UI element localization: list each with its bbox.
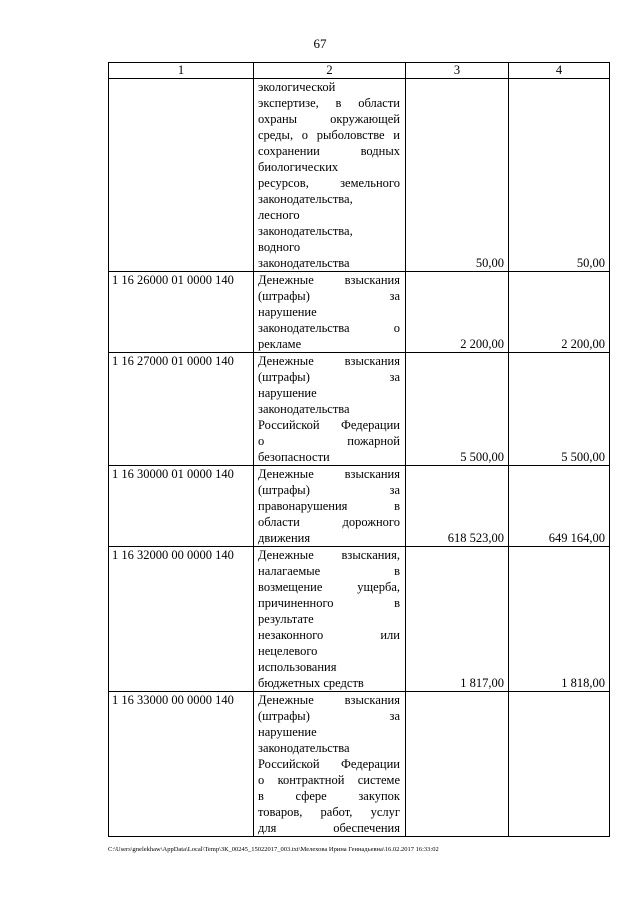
table-row bbox=[109, 272, 610, 353]
table-header-row bbox=[109, 63, 610, 79]
file-path-footer: C:\Users\gnelekhaw\AppData\Local\Temp\ЗК_00245_15022017_003.txt\Мелехова Ирина Геннадьевна\16.02.2017 16:33:02 bbox=[108, 846, 439, 853]
description-line: Денежные взыскания bbox=[258, 273, 400, 287]
amount-cell-col3: 1 817,00 bbox=[406, 547, 509, 692]
description-line: лесного bbox=[258, 208, 300, 222]
description-line: для обеспечения bbox=[258, 821, 400, 835]
description-cell bbox=[254, 466, 406, 547]
budget-code-cell: 1 16 32000 00 0000 140 bbox=[109, 547, 254, 692]
description-cell bbox=[254, 547, 406, 692]
column-header-3: 3 bbox=[406, 63, 509, 79]
description-line: экспертизе, в области bbox=[258, 96, 400, 110]
budget-code-cell bbox=[109, 79, 254, 272]
description-line: законодательства, bbox=[258, 224, 353, 238]
amount-cell-col4: 5 500,00 bbox=[509, 353, 610, 466]
amount-cell-col4: 2 200,00 bbox=[509, 272, 610, 353]
description-line: о пожарной bbox=[258, 434, 400, 448]
amount-cell-col4: 50,00 bbox=[509, 79, 610, 272]
description-line: нецелевого bbox=[258, 644, 318, 658]
description-line: законодательства, bbox=[258, 192, 353, 206]
amount-cell-col4 bbox=[509, 692, 610, 837]
description-line: нарушение bbox=[258, 725, 317, 739]
description-line: движения bbox=[258, 531, 311, 545]
description-line: биологических bbox=[258, 160, 339, 174]
description-line: среды, о рыболовстве и bbox=[258, 128, 400, 142]
table-row bbox=[109, 692, 610, 837]
amount-cell-col4: 649 164,00 bbox=[509, 466, 610, 547]
description-line: (штрафы) за bbox=[258, 483, 400, 497]
column-header-1: 1 bbox=[109, 63, 254, 79]
description-line: причиненного в bbox=[258, 596, 400, 610]
description-line: Денежные взыскания, bbox=[258, 548, 400, 562]
amount-cell-col4: 1 818,00 bbox=[509, 547, 610, 692]
description-line: безопасности bbox=[258, 450, 330, 464]
amount-cell-col3 bbox=[406, 692, 509, 837]
description-line: в сфере закупок bbox=[258, 789, 400, 803]
table-row bbox=[109, 353, 610, 466]
description-line: использования bbox=[258, 660, 337, 674]
description-cell bbox=[254, 353, 406, 466]
description-line: сохранении водных bbox=[258, 144, 400, 158]
column-header-4: 4 bbox=[509, 63, 610, 79]
description-line: нарушение bbox=[258, 305, 317, 319]
amount-cell-col3: 5 500,00 bbox=[406, 353, 509, 466]
table-row bbox=[109, 79, 610, 272]
description-line: законодательства bbox=[258, 402, 350, 416]
description-line: рекламе bbox=[258, 337, 302, 351]
description-line: законодательства о bbox=[258, 321, 400, 335]
description-line: бюджетных средств bbox=[258, 676, 364, 690]
description-line: правонарушения в bbox=[258, 499, 400, 513]
description-line: Российской Федерации bbox=[258, 418, 400, 432]
description-line: налагаемые в bbox=[258, 564, 400, 578]
description-line: Денежные взыскания bbox=[258, 467, 400, 481]
description-line: незаконного или bbox=[258, 628, 400, 642]
description-line: нарушение bbox=[258, 386, 317, 400]
budget-code-cell: 1 16 30000 01 0000 140 bbox=[109, 466, 254, 547]
description-line: законодательства bbox=[258, 741, 350, 755]
description-line: возмещение ущерба, bbox=[258, 580, 400, 594]
table-row bbox=[109, 466, 610, 547]
description-line: товаров, работ, услуг bbox=[258, 805, 400, 819]
description-cell bbox=[254, 79, 406, 272]
description-line: области дорожного bbox=[258, 515, 400, 529]
amount-cell-col3: 50,00 bbox=[406, 79, 509, 272]
description-line: законодательства bbox=[258, 256, 350, 270]
description-line: (штрафы) за bbox=[258, 289, 400, 303]
budget-code-cell: 1 16 33000 00 0000 140 bbox=[109, 692, 254, 837]
description-cell bbox=[254, 272, 406, 353]
description-line: Денежные взыскания bbox=[258, 354, 400, 368]
budget-code-cell: 1 16 27000 01 0000 140 bbox=[109, 353, 254, 466]
description-line: ресурсов, земельного bbox=[258, 176, 400, 190]
description-line: (штрафы) за bbox=[258, 709, 400, 723]
description-line: охраны окружающей bbox=[258, 112, 400, 126]
description-line: водного bbox=[258, 240, 301, 254]
amount-cell-col3: 618 523,00 bbox=[406, 466, 509, 547]
description-line: экологической bbox=[258, 80, 336, 94]
description-line: о контрактной системе bbox=[258, 773, 400, 787]
budget-table bbox=[108, 62, 610, 837]
description-line: результате bbox=[258, 612, 314, 626]
description-line: Денежные взыскания bbox=[258, 693, 400, 707]
description-line: Российской Федерации bbox=[258, 757, 400, 771]
description-cell bbox=[254, 692, 406, 837]
budget-code-cell: 1 16 26000 01 0000 140 bbox=[109, 272, 254, 353]
description-line: (штрафы) за bbox=[258, 370, 400, 384]
amount-cell-col3: 2 200,00 bbox=[406, 272, 509, 353]
table-row bbox=[109, 547, 610, 692]
page-number: 67 bbox=[313, 36, 327, 51]
column-header-2: 2 bbox=[254, 63, 406, 79]
